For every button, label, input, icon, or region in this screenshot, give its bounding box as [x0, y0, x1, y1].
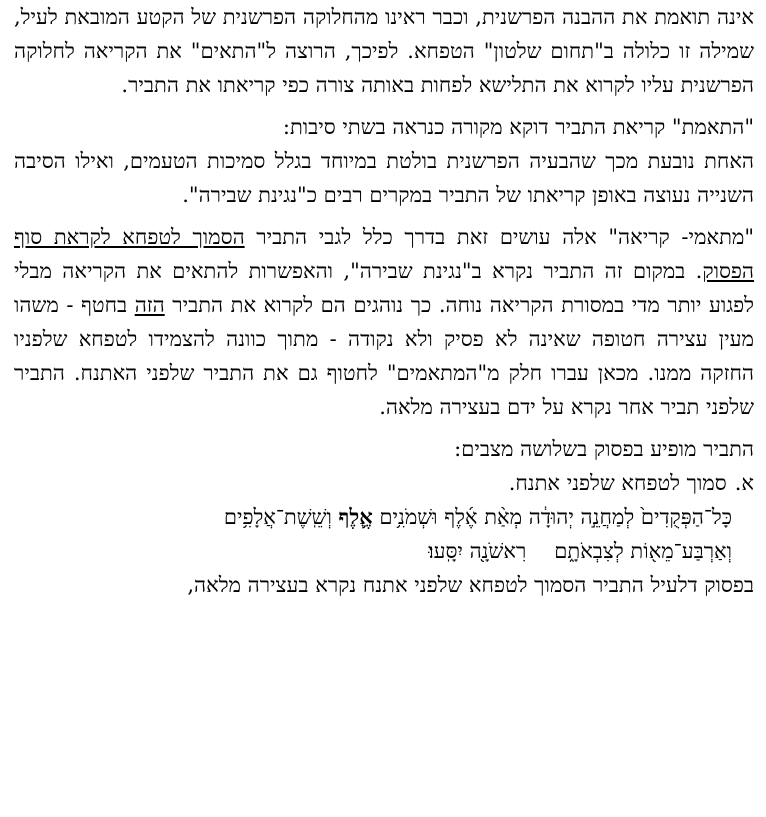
- paragraph-1: [14, 0, 754, 102]
- list-item-letter: א.: [734, 471, 754, 495]
- paragraph-2-line-1: "התאמת" קריאת התביר דוקא מקורה כנראה בשתי סיבות:: [282, 115, 754, 139]
- paragraph-2-line-2: האחת נובעת מכך שהבעיה הפרשנית בולטת במיוחד בגלל סמיכות הטעמים, ואילו הסיבה השנייה נעוצה באופן קריאתו של התביר במקרים רבים כ"נגינת שבירה".: [14, 149, 754, 207]
- paragraph-3-part-2: . במקום זה התביר נקרא ב"נגינת שבירה", והאפשרות להתאים את הקריאה מבלי לפגוע יותר מדי במסורת הקריאה נוחה. כך נוהגים הם לקרוא את התביר: [14, 259, 754, 317]
- verse-line-2-part-b: רִאשֹׁנָ֖ה יִסָּֽעוּ׃: [428, 539, 527, 563]
- paragraph-1-text: אינה תואמת את ההבנה הפרשנית, וכבר ראינו מהחלוקה הפרשנית של הקטע המובאת לעיל, שמילה זו כלולה ב"תחום שלטון" הטפחא. לפיכך, הרוצה ל"התאים" את הקריאה לחלוקה הפרשנית עליו לקרוא את התלישא לפחות באותה צורה כפי קריאתו את התביר.: [14, 5, 754, 97]
- verse-line-2-part-a: וְאַרְבַּע־מֵא֖וֹת לְצִבְאֹתָ֑ם: [554, 539, 732, 563]
- states-intro: [14, 432, 754, 466]
- verse-line-1: [14, 500, 754, 534]
- paragraph-3-underlined-word: הזה: [134, 293, 165, 317]
- paragraph-2-heading: [14, 110, 754, 144]
- paragraph-3: [14, 220, 754, 424]
- list-item: [14, 466, 754, 500]
- paragraph-2-body: [14, 144, 754, 212]
- paragraph-3-part-3: בחטף - משהו מעין עצירה חטופה שאינה לא פסיק ולא נקודה - מתוך כוונה להצמידו לטפחא שלפניו החזקה ממנו. מכאן עברו חלק מ"המתאמים" לחטוף גם את התביר שלפני האתנח. התביר שלפני תביר אחר נקרא על ידם בעצירה מלאה.: [14, 293, 754, 419]
- verse-bold-word: אֶ֛לֶף: [338, 504, 373, 529]
- verse-line-1-part-b: וְשֵֽׁשֶׁת־אֲלָפִ֥ים: [223, 505, 332, 529]
- paragraph-5-text: בפסוק דלעיל התביר הסמוך לטפחא שלפני אתנח נקרא בעצירה מלאה,: [187, 573, 754, 597]
- paragraph-3-part-1: "מתאמי- קריאה" אלה עושים זאת בדרך כלל לגבי התביר: [244, 225, 754, 249]
- paragraph-5: [14, 568, 754, 602]
- paragraph-3-underlined-phrase: הסמוך לטפחא לקראת סוף הפסוק: [14, 225, 754, 283]
- verse-line-2: [14, 534, 754, 568]
- list-item-text: סמוך לטפחא שלפני אתנח.: [508, 471, 727, 495]
- verse-line-1-part-a: כָּל־הַפְּקֻדִים֙ לְמַחֲנֵ֣ה יְהוּדָ֔ה מְאַ֨ת אֶ֜לֶף וּשְׁמֹנִ֥ים: [379, 505, 732, 529]
- states-intro-text: התביר מופיע בפסוק בשלושה מצבים:: [454, 437, 754, 461]
